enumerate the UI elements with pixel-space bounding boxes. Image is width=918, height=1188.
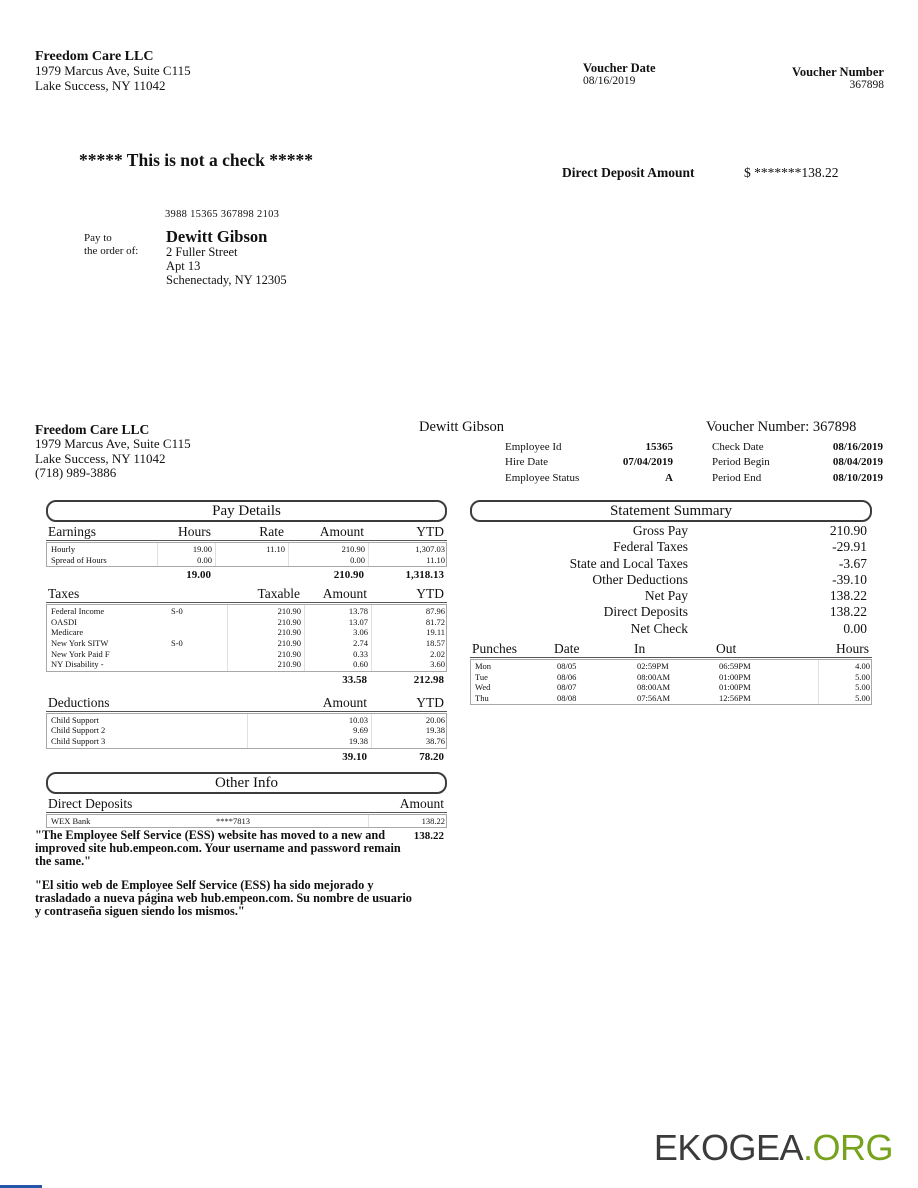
deduction-amount-column — [247, 714, 371, 748]
tax-taxable: 210.90 — [277, 606, 301, 617]
company-address-line1: 1979 Marcus Ave, Suite C115 — [35, 63, 191, 78]
taxes-total-amount: 33.58 — [342, 673, 367, 686]
punch-hours: 5.00 — [855, 692, 870, 703]
notice-line: "The Employee Self Service (ESS) website has moved to a new and — [35, 828, 386, 842]
tax-amount: 3.06 — [353, 627, 368, 638]
micr-line: 3988 15365 367898 2103 — [165, 209, 280, 220]
punch-in: 07:56AM — [637, 692, 671, 703]
tax-label-column — [47, 605, 167, 671]
summary-label: Net Check — [630, 620, 688, 636]
punch-out: 01:00PM — [719, 682, 751, 693]
punch-in: 08:00AM — [637, 682, 671, 693]
tax-filing — [167, 659, 227, 670]
field-period-begin — [712, 455, 883, 470]
direct-deposit-amount-label: Direct Deposit Amount — [562, 165, 695, 180]
punch-hours: 4.00 — [855, 661, 870, 672]
payee-name: Dewitt Gibson — [166, 227, 268, 246]
dd-amount: 138.22 — [421, 815, 445, 826]
field-value: 15365 — [645, 441, 673, 453]
tax-filing-column — [167, 605, 227, 671]
earning-amount: 210.90 — [341, 544, 365, 554]
tax-ytd: 3.60 — [430, 659, 445, 670]
ytd-header: YTD — [416, 586, 444, 602]
punch-day-column — [471, 660, 553, 704]
summary-label: Gross Pay — [632, 523, 688, 538]
punch-out-column — [715, 660, 818, 704]
taxes-header: Taxes — [48, 586, 80, 602]
tax-taxable-column — [227, 605, 304, 671]
summary-row-state-local-taxes — [470, 556, 872, 572]
earnings-label-column — [47, 543, 157, 566]
tax-taxable: 210.90 — [277, 648, 301, 659]
pay-to-label-line2: the order of: — [84, 244, 139, 257]
ytd-header: YTD — [416, 694, 444, 710]
taxes-table — [46, 604, 447, 672]
field-value: 08/04/2019 — [832, 456, 883, 469]
voucher-number-block — [792, 66, 884, 91]
punch-day: Thu — [475, 692, 489, 703]
punches-header: Punches — [472, 641, 517, 657]
tax-label: OASDI — [51, 616, 77, 627]
tax-amount-column — [304, 605, 371, 671]
field-value: A — [665, 471, 673, 484]
pay-details-panel — [46, 500, 447, 843]
summary-label: Direct Deposits — [603, 604, 688, 620]
ess-notice-english — [35, 829, 485, 868]
dd-account: ****7813 — [216, 815, 250, 826]
punch-date: 08/05 — [557, 661, 577, 672]
direct-deposit-amount-value: $ *******138.22 — [744, 165, 839, 180]
tax-taxable: 210.90 — [277, 627, 301, 638]
earning-ytd: 11.10 — [426, 554, 445, 565]
tax-filing: S-0 — [171, 637, 183, 648]
summary-value: 138.22 — [829, 604, 867, 620]
tax-ytd: 87.96 — [425, 606, 445, 617]
date-header: Date — [554, 641, 580, 657]
summary-value: -29.91 — [832, 539, 867, 555]
notice-line: "El sitio web de Employee Self Service (ESS) ha sido mejorado y — [35, 878, 374, 892]
payee-block — [166, 228, 287, 287]
earnings-total-hours: 19.00 — [186, 569, 211, 582]
summary-label: Net Pay — [644, 588, 688, 604]
earning-hours: 0.00 — [197, 554, 212, 565]
statement-summary-rows — [470, 523, 872, 637]
notice-line: trasladado a nueva página web hub.empeon.com. Su nombre de usuario — [35, 891, 412, 905]
punch-hours: 5.00 — [855, 671, 870, 682]
dd-bank-column — [47, 815, 212, 828]
deduction-label-column — [47, 714, 247, 748]
earning-amount: 0.00 — [350, 554, 365, 565]
earning-rate — [216, 555, 288, 566]
earnings-ytd-column — [368, 543, 448, 566]
summary-value: -39.10 — [832, 571, 867, 587]
ess-notice-spanish — [35, 879, 485, 918]
amount-header: Amount — [319, 524, 364, 539]
field-employee-status — [505, 471, 673, 486]
pay-to-label-line1: Pay to — [84, 232, 112, 244]
voucher-date-label: Voucher Date — [583, 61, 656, 75]
payee-address-line3: Schenectady, NY 12305 — [166, 272, 287, 287]
earnings-total-ytd: 1,318.13 — [405, 569, 444, 582]
pay-to-label — [84, 232, 138, 257]
voucher-date-block — [583, 62, 656, 87]
punch-day: Mon — [475, 661, 492, 672]
taxes-totals-row — [46, 672, 447, 687]
field-value: 07/04/2019 — [622, 456, 673, 469]
earnings-rate-column — [215, 543, 288, 566]
earnings-hours-column — [157, 543, 215, 566]
punch-out: 01:00PM — [719, 671, 751, 682]
summary-row-direct-deposits — [470, 604, 872, 620]
field-period-end — [712, 471, 883, 486]
dd-account-column — [212, 815, 368, 828]
tax-filing — [167, 649, 227, 660]
deduction-amount: 10.03 — [348, 714, 368, 725]
statement-summary-panel — [470, 500, 872, 705]
company-name: Freedom Care LLC — [35, 49, 154, 64]
employee-fields-right — [712, 440, 883, 486]
earning-label: Hourly — [51, 544, 76, 554]
punch-out: 06:59PM — [719, 661, 751, 672]
punch-date: 08/07 — [557, 682, 577, 693]
deduction-ytd: 19.38 — [425, 725, 445, 736]
taxes-header-row — [46, 586, 447, 603]
direct-deposits-header-row — [46, 796, 447, 813]
statement-summary-title: Statement Summary — [470, 500, 872, 522]
check-company-block — [35, 49, 191, 93]
punch-date: 08/06 — [557, 671, 577, 682]
field-label: Period End — [712, 471, 762, 484]
deduction-label: Child Support — [51, 714, 99, 725]
punch-in: 08:00AM — [637, 671, 671, 682]
direct-deposits-header: Direct Deposits — [48, 795, 133, 811]
field-employee-id — [505, 440, 673, 455]
other-info-title: Other Info — [46, 772, 447, 794]
earnings-table — [46, 542, 447, 567]
voucher-number-label: Voucher Number — [791, 65, 884, 79]
direct-deposits-total: 138.22 — [413, 830, 444, 843]
field-value: 08/16/2019 — [832, 441, 883, 453]
deduction-label: Child Support 2 — [51, 725, 106, 736]
deductions-total-ytd: 78.20 — [419, 750, 444, 763]
tax-label: NY Disability - — [51, 659, 104, 670]
voucher-number-value: 367898 — [849, 79, 884, 91]
deduction-label: Child Support 3 — [51, 735, 106, 746]
stub-company-name: Freedom Care LLC — [35, 422, 150, 437]
tax-label: New York Paid F — [51, 648, 110, 659]
field-label: Employee Status — [505, 471, 580, 484]
employee-name: Dewitt Gibson — [419, 419, 504, 435]
punches-table — [470, 659, 872, 705]
deductions-table — [46, 713, 447, 749]
amount-header: Amount — [399, 795, 444, 811]
taxes-total-ytd: 212.98 — [413, 673, 444, 686]
deduction-ytd-column — [371, 714, 448, 748]
deductions-header: Deductions — [48, 694, 110, 710]
deductions-header-row — [46, 695, 447, 712]
deduction-ytd: 38.76 — [425, 735, 445, 746]
notice-line: y contraseña siguen siendo los mismos." — [35, 904, 245, 918]
summary-row-other-deductions — [470, 572, 872, 588]
amount-header: Amount — [322, 586, 367, 602]
punch-in: 02:59PM — [637, 661, 669, 672]
deduction-amount: 19.38 — [348, 735, 368, 746]
tax-ytd: 18.57 — [425, 637, 445, 648]
field-label: Employee Id — [505, 441, 562, 453]
tax-taxable: 210.90 — [277, 637, 301, 648]
payee-address-line1: 2 Fuller Street — [166, 245, 238, 259]
deductions-total-amount: 39.10 — [342, 750, 367, 763]
rate-header: Rate — [259, 524, 284, 539]
hours-header: Hours — [836, 641, 869, 657]
tax-filing — [167, 617, 227, 628]
earnings-amount-column — [288, 543, 368, 566]
dd-bank: WEX Bank — [51, 815, 91, 826]
in-header: In — [634, 641, 646, 657]
tax-amount: 0.60 — [353, 659, 368, 670]
summary-value: -3.67 — [838, 555, 867, 571]
summary-row-gross-pay — [470, 523, 872, 539]
deductions-totals-row — [46, 749, 447, 764]
field-hire-date — [505, 455, 673, 470]
punches-header-row — [470, 641, 872, 658]
tax-ytd: 2.02 — [430, 648, 445, 659]
hours-header: Hours — [178, 524, 211, 539]
stub-company-phone: (718) 989-3886 — [35, 465, 117, 480]
earning-label: Spread of Hours — [51, 554, 107, 565]
logo-text-primary: EKOGEA — [653, 1127, 803, 1168]
punch-date-column — [553, 660, 633, 704]
field-label: Hire Date — [505, 456, 549, 469]
summary-row-net-check — [470, 621, 872, 637]
tax-filing: S-0 — [171, 606, 183, 617]
summary-label: Other Deductions — [592, 571, 688, 587]
deduction-amount: 9.69 — [353, 725, 368, 736]
tax-ytd: 81.72 — [425, 616, 445, 627]
earnings-totals-row — [46, 567, 447, 582]
earnings-header-row — [46, 524, 447, 541]
tax-amount: 0.33 — [353, 648, 368, 659]
punch-hours-column — [818, 660, 873, 704]
tax-ytd: 19.11 — [426, 627, 445, 638]
tax-taxable: 210.90 — [277, 616, 301, 627]
amount-header: Amount — [322, 694, 367, 710]
tax-amount: 13.07 — [348, 616, 368, 627]
punch-day: Tue — [475, 671, 488, 682]
tax-ytd-column — [371, 605, 448, 671]
company-address-line2: Lake Success, NY 11042 — [35, 77, 166, 93]
tax-label: Medicare — [51, 627, 84, 638]
logo-text-suffix: .ORG — [802, 1127, 893, 1168]
summary-label: Federal Taxes — [613, 539, 688, 555]
stub-company-block — [35, 422, 191, 481]
tax-label: New York SITW — [51, 637, 109, 648]
field-value: 08/10/2019 — [832, 471, 883, 484]
earnings-total-amount: 210.90 — [333, 569, 364, 582]
ytd-header: YTD — [416, 524, 444, 539]
tax-taxable: 210.90 — [277, 659, 301, 670]
direct-deposits-table — [46, 814, 447, 829]
notice-line: the same." — [35, 854, 92, 868]
punch-date: 08/08 — [557, 692, 577, 703]
punch-day: Wed — [475, 682, 491, 693]
tax-filing — [167, 627, 227, 638]
employee-fields-left — [505, 440, 673, 486]
summary-row-net-pay — [470, 588, 872, 604]
summary-value: 0.00 — [843, 620, 867, 636]
punch-out: 12:56PM — [719, 692, 751, 703]
punch-hours: 5.00 — [855, 682, 870, 693]
voucher-date-value: 08/16/2019 — [583, 75, 636, 87]
earnings-header: Earnings — [48, 524, 96, 539]
tax-label: Federal Income — [51, 606, 105, 617]
notice-line: improved site hub.empeon.com. Your username and password remain — [35, 841, 401, 855]
field-label: Check Date — [712, 441, 764, 453]
not-a-check-banner: ***** This is not a check ***** — [79, 150, 314, 170]
field-check-date — [712, 440, 883, 455]
out-header: Out — [716, 641, 737, 657]
tax-amount: 13.78 — [348, 606, 368, 617]
ekogea-logo — [654, 1127, 893, 1169]
field-label: Period Begin — [712, 456, 770, 469]
tax-amount: 2.74 — [353, 637, 368, 648]
stub-company-address-line2: Lake Success, NY 11042 — [35, 450, 166, 466]
earning-hours: 19.00 — [192, 544, 212, 554]
earning-rate: 11.10 — [266, 544, 285, 554]
pay-details-title: Pay Details — [46, 500, 447, 522]
summary-value: 210.90 — [829, 523, 867, 538]
summary-label: State and Local Taxes — [569, 555, 688, 571]
taxable-header: Taxable — [257, 586, 300, 602]
stub-voucher-number: Voucher Number: 367898 — [706, 419, 857, 435]
summary-row-federal-taxes — [470, 539, 872, 555]
summary-value: 138.22 — [829, 588, 867, 604]
punch-in-column — [633, 660, 715, 704]
stub-company-address-line1: 1979 Marcus Ave, Suite C115 — [35, 436, 191, 451]
dd-amount-column — [368, 815, 448, 828]
deduction-ytd: 20.06 — [425, 714, 445, 725]
payee-address-line2: Apt 13 — [166, 258, 201, 273]
earning-ytd: 1,307.03 — [415, 544, 445, 554]
